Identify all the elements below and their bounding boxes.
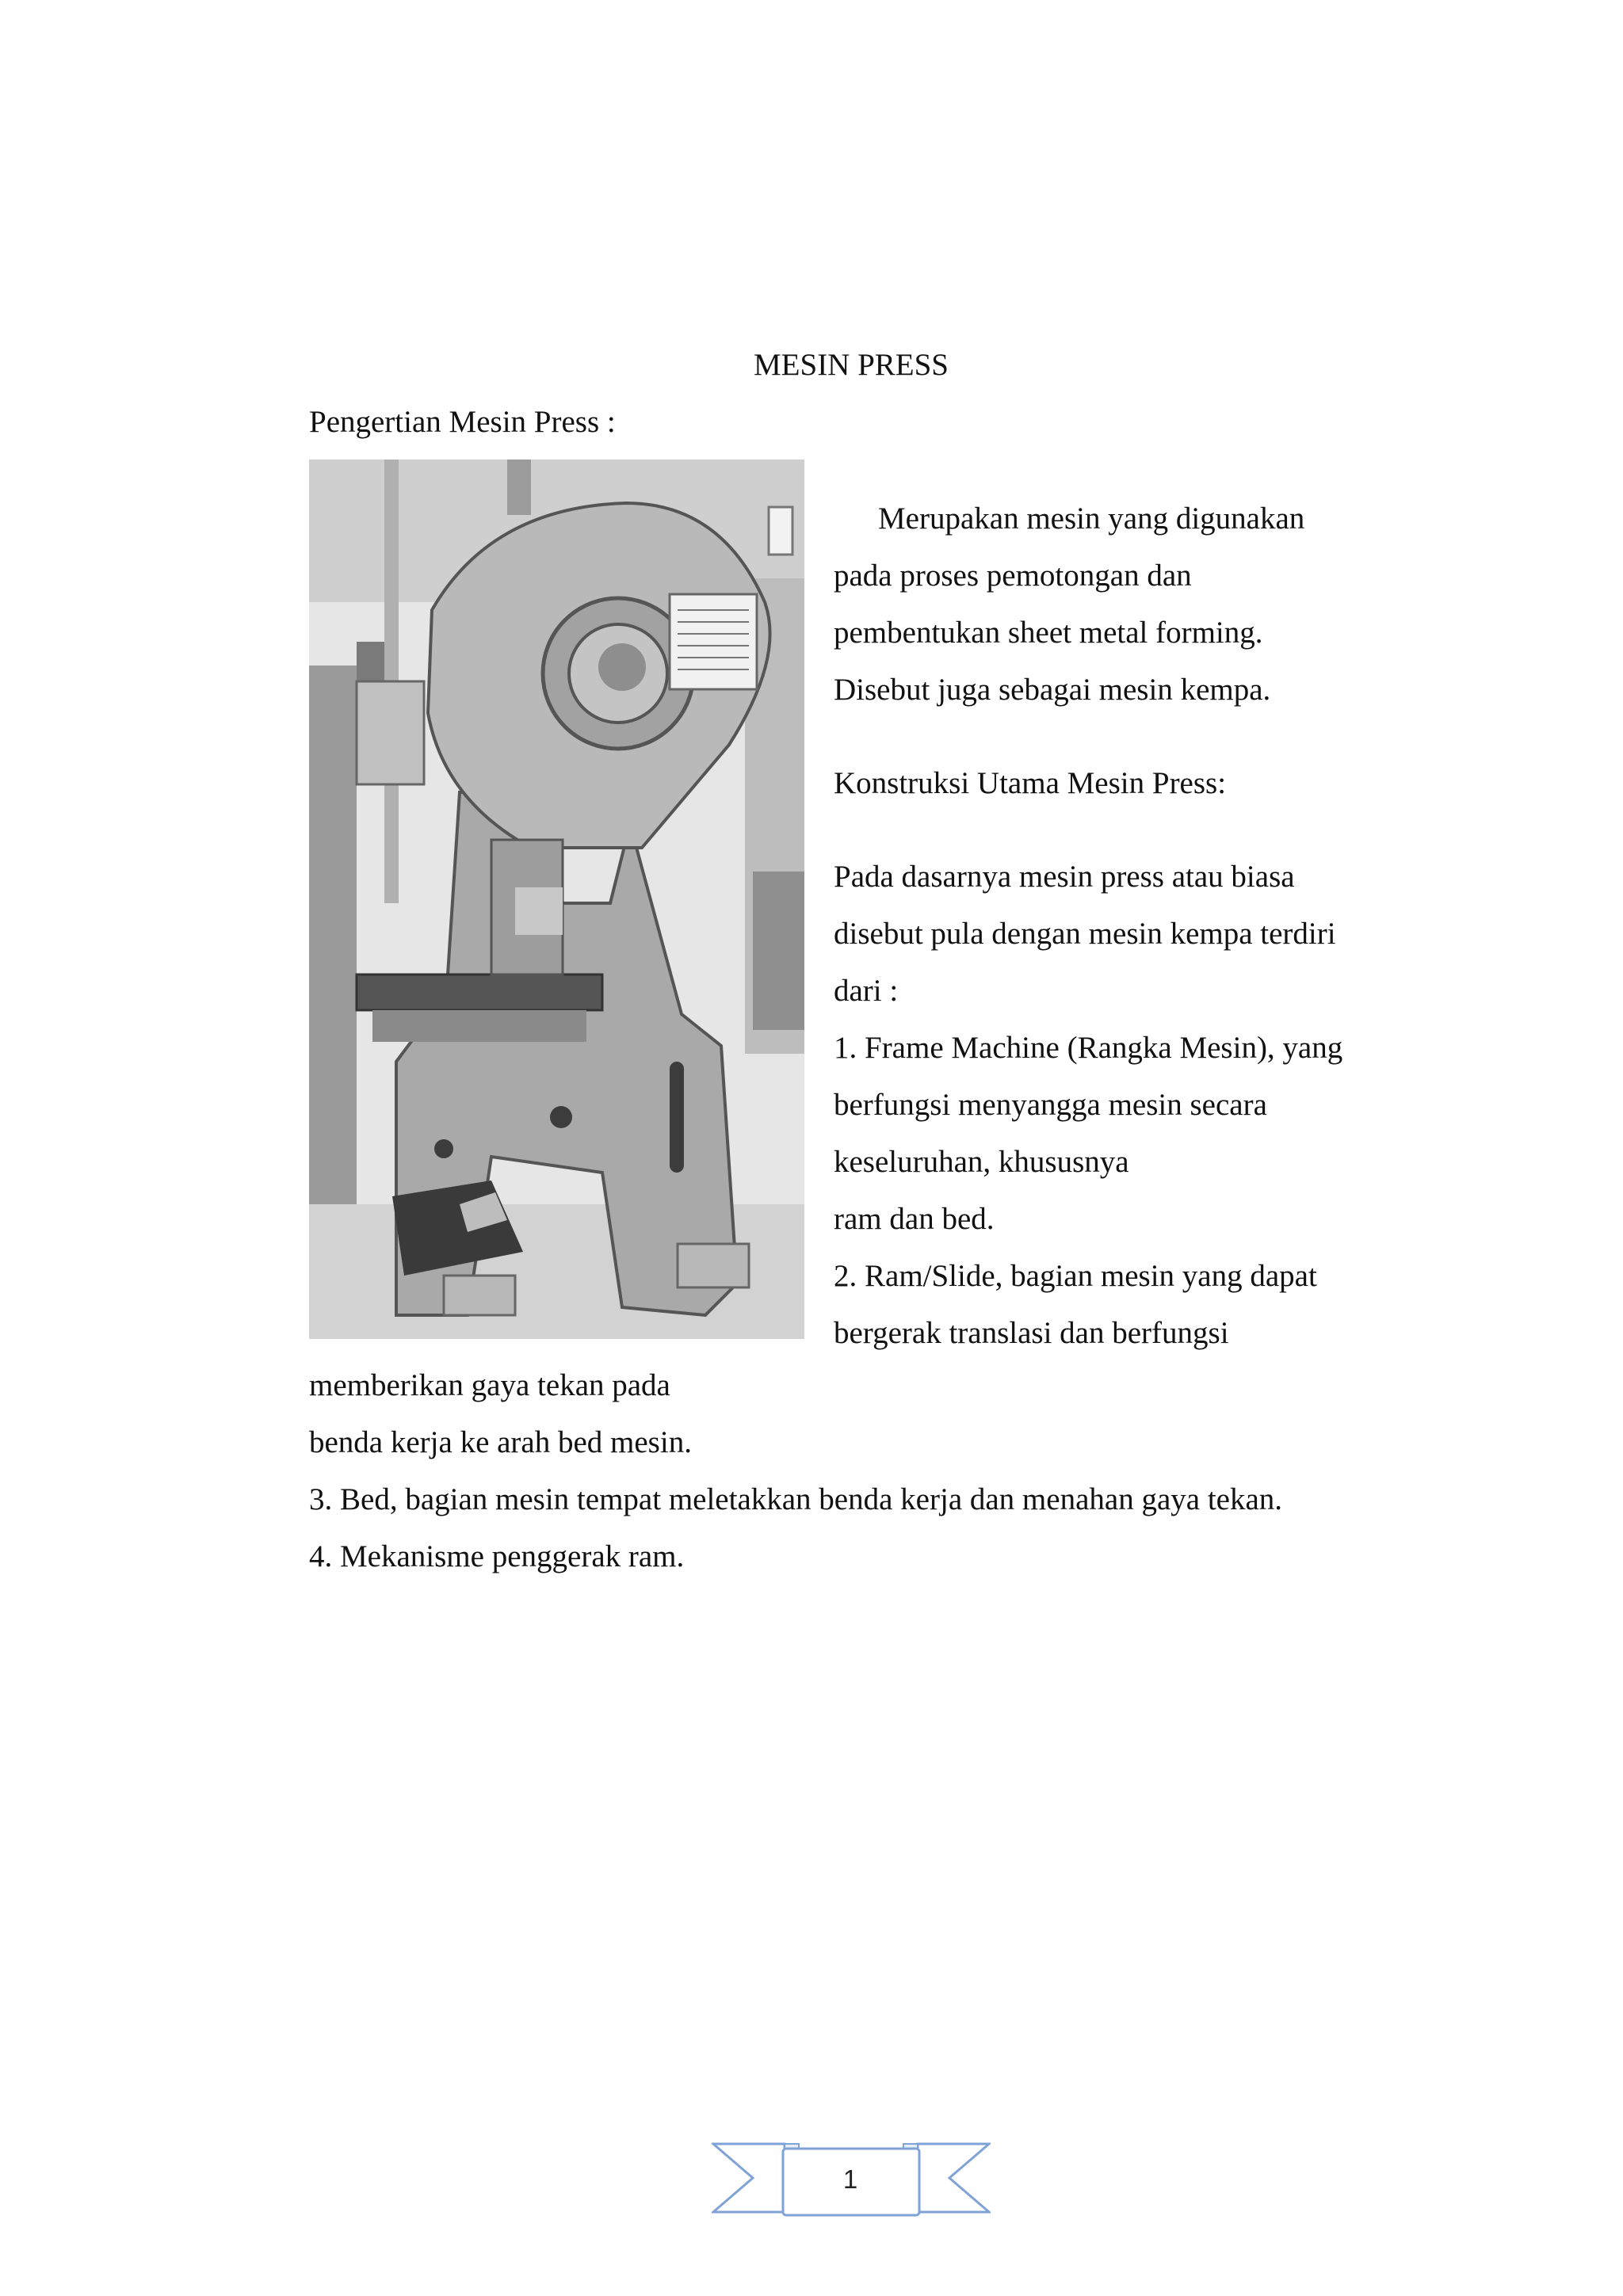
list-line: 1. Frame Machine (Rangka Mesin), yang (834, 1031, 1343, 1065)
list-line: 2. Ram/Slide, bagian mesin yang dapat (834, 1259, 1317, 1293)
press-machine-photo (309, 460, 804, 1339)
section-heading: Pengertian Mesin Press : (309, 405, 616, 439)
list-line: ram dan bed. (834, 1202, 995, 1236)
definition-line: pembentukan sheet metal forming. (834, 616, 1263, 650)
definition-line: Merupakan mesin yang digunakan (878, 502, 1305, 536)
construction-intro-line: disebut pula dengan mesin kempa terdiri (834, 917, 1336, 951)
list-line: bergerak translasi dan berfungsi (834, 1316, 1229, 1350)
list-line: memberikan gaya tekan pada (309, 1368, 670, 1402)
list-line: 4. Mekanisme penggerak ram. (309, 1539, 685, 1573)
page-number: 1 (842, 2164, 858, 2194)
list-line: benda kerja ke arah bed mesin. (309, 1425, 692, 1459)
list-line: 3. Bed, bagian mesin tempat meletakkan benda kerja dan menahan gaya tekan. (309, 1482, 1283, 1516)
list-line: keseluruhan, khususnya (834, 1145, 1129, 1179)
list-line: berfungsi menyangga mesin secara (834, 1088, 1267, 1122)
construction-heading: Konstruksi Utama Mesin Press: (834, 766, 1227, 800)
construction-intro-line: Pada dasarnya mesin press atau biasa (834, 860, 1295, 894)
definition-line: Disebut juga sebagai mesin kempa. (834, 673, 1271, 707)
construction-intro-line: dari : (834, 974, 899, 1008)
definition-line: pada proses pemotongan dan (834, 559, 1192, 593)
page-title: MESIN PRESS (754, 348, 949, 382)
